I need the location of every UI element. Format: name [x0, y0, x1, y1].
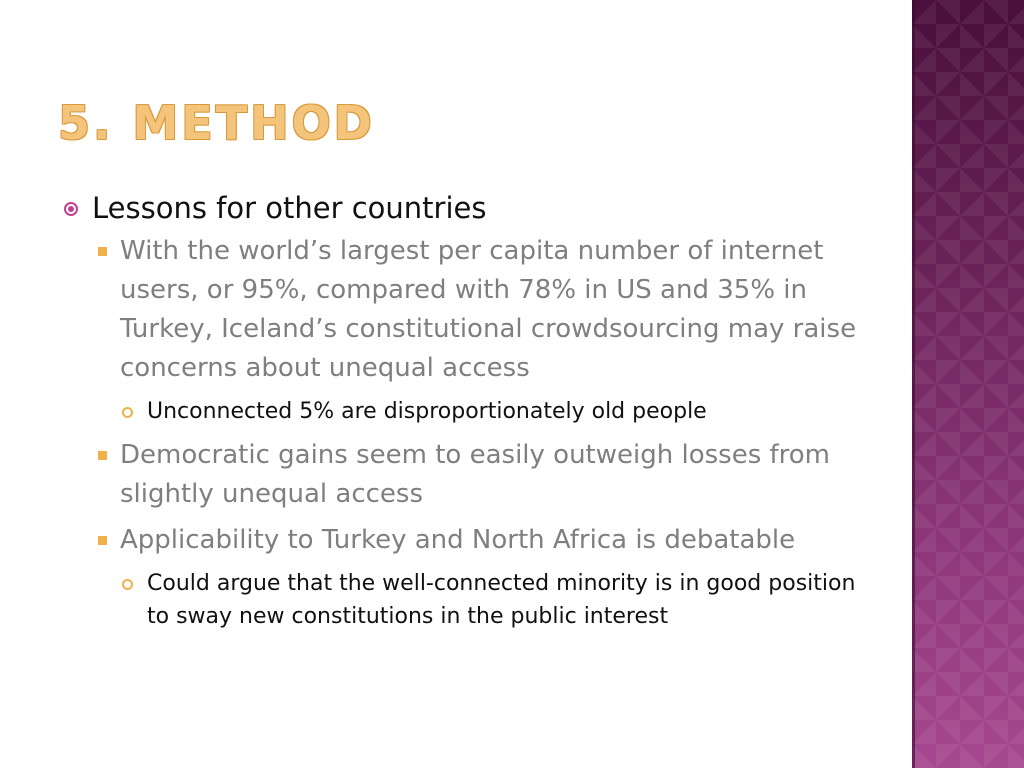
- slide-title: 5. METHOD: [58, 96, 375, 150]
- bullet-text: Applicability to Turkey and North Africa is debatable: [120, 525, 796, 555]
- bullet-level-2: [62, 521, 882, 560]
- side-band-edge: [912, 0, 915, 768]
- bullet-level-3: [62, 567, 882, 633]
- square-bullet-icon: [98, 451, 107, 460]
- ring-bullet-icon: [122, 579, 133, 590]
- decorative-side-band: [912, 0, 1024, 768]
- square-bullet-icon: [98, 536, 107, 545]
- ring-bullet-icon: [122, 407, 133, 418]
- slide-content: [62, 188, 882, 641]
- bullet-text: Democratic gains seem to easily outweigh losses from slightly unequal access: [120, 440, 831, 509]
- diamond-pattern: [912, 0, 1024, 768]
- bullet-level-2: [62, 436, 882, 514]
- square-bullet-icon: [98, 247, 107, 256]
- circle-dot-icon: [64, 202, 78, 216]
- bullet-level-1: [62, 188, 882, 228]
- bullet-text: Unconnected 5% are disproportionately old people: [147, 399, 707, 424]
- bullet-text: Could argue that the well-connected minority is in good position to sway new constitutions in the public interest: [147, 571, 856, 629]
- bullet-text: Lessons for other countries: [92, 191, 487, 225]
- bullet-level-2: [62, 232, 882, 388]
- bullet-level-3: [62, 395, 882, 428]
- bullet-text: With the world’s largest per capita number of internet users, or 95%, compared with 78% in US and 35% in Turkey, Iceland’s constitutional crowdsourcing may raise concerns about unequal access: [120, 236, 857, 383]
